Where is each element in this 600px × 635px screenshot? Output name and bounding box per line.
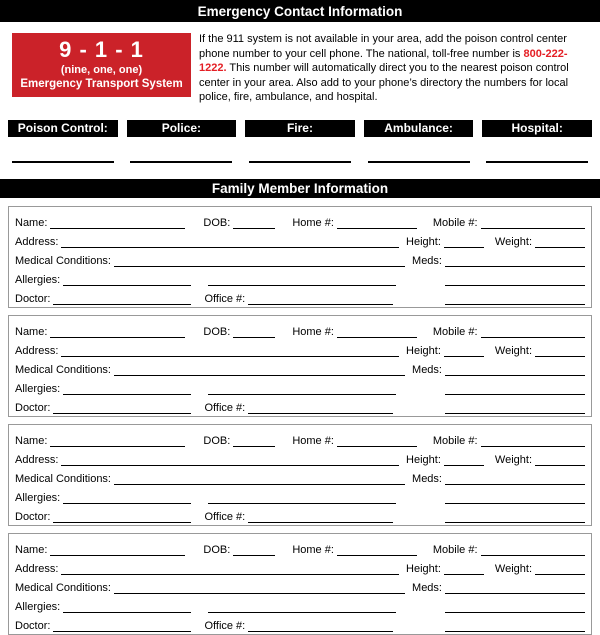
allergies-label: Allergies: bbox=[15, 600, 61, 613]
emergency-contact-header bbox=[0, 0, 600, 22]
allergies-blank-line bbox=[63, 601, 191, 613]
meds-extra-blank-line-2 bbox=[445, 511, 585, 523]
member-row-medical bbox=[15, 357, 585, 376]
name-label: Name: bbox=[15, 216, 48, 229]
office-phone-label: Office #: bbox=[204, 401, 246, 414]
member-row-allergies bbox=[15, 267, 585, 286]
home-phone-label: Home #: bbox=[292, 325, 334, 338]
contact-label-hospital: Hospital: bbox=[482, 120, 592, 137]
member-row-address bbox=[15, 556, 585, 575]
dob-blank-line bbox=[233, 435, 275, 447]
address-blank-line bbox=[61, 345, 399, 357]
member-row-name bbox=[15, 319, 585, 338]
contact-label-police: Police: bbox=[127, 120, 237, 137]
home-phone-label: Home #: bbox=[292, 434, 334, 447]
dob-blank-line bbox=[233, 544, 275, 556]
fire-blank-line bbox=[249, 161, 351, 163]
poison-control-blank-line bbox=[12, 161, 114, 163]
instructions-text-before: If the 911 system is not available in your area, add the poison control center phone number to your cell phone. The national, toll-free number is bbox=[199, 33, 567, 60]
meds-blank-line bbox=[445, 255, 585, 267]
medical-conditions-label: Medical Conditions: bbox=[15, 254, 111, 267]
medical-conditions-label: Medical Conditions: bbox=[15, 472, 111, 485]
member-row-address bbox=[15, 447, 585, 466]
weight-label: Weight: bbox=[494, 453, 532, 466]
page-title: Emergency Contact Information bbox=[197, 3, 403, 19]
allergies-label: Allergies: bbox=[15, 491, 61, 504]
weight-blank-line bbox=[535, 345, 585, 357]
member-row-doctor bbox=[15, 613, 585, 632]
dob-label: DOB: bbox=[203, 543, 231, 556]
meds-label: Meds: bbox=[412, 363, 442, 376]
allergies-blank-line bbox=[63, 274, 191, 286]
meds-blank-line bbox=[445, 364, 585, 376]
address-label: Address: bbox=[15, 562, 59, 575]
member-row-address bbox=[15, 338, 585, 357]
meds-extra-blank-line-1 bbox=[445, 274, 585, 286]
police-blank-line bbox=[130, 161, 232, 163]
meds-extra-blank-line-1 bbox=[445, 492, 585, 504]
address-label: Address: bbox=[15, 344, 59, 357]
family-section-title: Family Member Information bbox=[211, 180, 389, 196]
height-label: Height: bbox=[406, 344, 441, 357]
emergency-number: 9 - 1 - 1 bbox=[59, 37, 144, 62]
mobile-phone-label: Mobile #: bbox=[432, 325, 478, 338]
doctor-label: Doctor: bbox=[15, 401, 51, 414]
name-blank-line bbox=[50, 217, 185, 229]
member-row-name bbox=[15, 537, 585, 556]
weight-label: Weight: bbox=[494, 344, 532, 357]
medical-conditions-label: Medical Conditions: bbox=[15, 363, 111, 376]
allergies-blank-line bbox=[63, 383, 191, 395]
address-blank-line bbox=[61, 563, 399, 575]
weight-label: Weight: bbox=[494, 562, 532, 575]
emergency-box-caption: Emergency Transport System bbox=[20, 78, 183, 90]
office-phone-blank-line bbox=[248, 402, 393, 414]
address-blank-line bbox=[61, 236, 399, 248]
meds-blank-line bbox=[445, 582, 585, 594]
allergies-extra-blank-line bbox=[208, 383, 396, 395]
medical-conditions-blank-line bbox=[114, 255, 405, 267]
member-row-doctor bbox=[15, 395, 585, 414]
doctor-label: Doctor: bbox=[15, 510, 51, 523]
doctor-blank-line bbox=[53, 511, 191, 523]
member-row-name bbox=[15, 428, 585, 447]
poison-phone-number: 800-222-1222. bbox=[199, 47, 568, 75]
family-member-block bbox=[8, 206, 592, 308]
height-blank-line bbox=[444, 236, 484, 248]
emergency-number-phonetic: (nine, one, one) bbox=[60, 64, 143, 76]
medical-conditions-blank-line bbox=[114, 473, 405, 485]
ambulance-blank-line bbox=[368, 161, 470, 163]
meds-extra-blank-line-1 bbox=[445, 601, 585, 613]
contact-label-ambulance: Ambulance: bbox=[364, 120, 474, 137]
member-row-allergies bbox=[15, 594, 585, 613]
family-member-block bbox=[8, 315, 592, 417]
home-phone-blank-line bbox=[337, 544, 417, 556]
address-label: Address: bbox=[15, 453, 59, 466]
medical-conditions-blank-line bbox=[114, 364, 405, 376]
name-blank-line bbox=[50, 326, 185, 338]
medical-conditions-blank-line bbox=[114, 582, 405, 594]
doctor-label: Doctor: bbox=[15, 619, 51, 632]
name-blank-line bbox=[50, 435, 185, 447]
meds-extra-blank-line-2 bbox=[445, 620, 585, 632]
contact-label-fire: Fire: bbox=[245, 120, 355, 137]
member-row-allergies bbox=[15, 485, 585, 504]
doctor-blank-line bbox=[53, 620, 191, 632]
weight-blank-line bbox=[535, 454, 585, 466]
name-label: Name: bbox=[15, 325, 48, 338]
family-member-block bbox=[8, 533, 592, 635]
hospital-blank-line bbox=[486, 161, 588, 163]
member-row-medical bbox=[15, 575, 585, 594]
allergies-extra-blank-line bbox=[208, 492, 396, 504]
meds-extra-blank-line-2 bbox=[445, 402, 585, 414]
dob-label: DOB: bbox=[203, 325, 231, 338]
member-row-allergies bbox=[15, 376, 585, 395]
home-phone-blank-line bbox=[337, 435, 417, 447]
family-member-header bbox=[0, 179, 600, 198]
mobile-phone-blank-line bbox=[481, 326, 585, 338]
meds-extra-blank-line-2 bbox=[445, 293, 585, 305]
mobile-phone-label: Mobile #: bbox=[432, 216, 478, 229]
mobile-phone-blank-line bbox=[481, 435, 585, 447]
instructions-paragraph bbox=[199, 32, 592, 105]
office-phone-blank-line bbox=[248, 620, 393, 632]
office-phone-label: Office #: bbox=[204, 619, 246, 632]
member-row-address bbox=[15, 229, 585, 248]
meds-blank-line bbox=[445, 473, 585, 485]
allergies-label: Allergies: bbox=[15, 382, 61, 395]
name-blank-line bbox=[50, 544, 185, 556]
doctor-blank-line bbox=[53, 293, 191, 305]
allergies-extra-blank-line bbox=[208, 274, 396, 286]
weight-label: Weight: bbox=[494, 235, 532, 248]
doctor-blank-line bbox=[53, 402, 191, 414]
doctor-label: Doctor: bbox=[15, 292, 51, 305]
member-row-medical bbox=[15, 248, 585, 267]
allergies-blank-line bbox=[63, 492, 191, 504]
height-label: Height: bbox=[406, 453, 441, 466]
height-blank-line bbox=[444, 454, 484, 466]
intro-section bbox=[0, 22, 600, 105]
weight-blank-line bbox=[535, 563, 585, 575]
dob-label: DOB: bbox=[203, 434, 231, 447]
emergency-911-box bbox=[12, 33, 191, 97]
dob-blank-line bbox=[233, 217, 275, 229]
dob-blank-line bbox=[233, 326, 275, 338]
meds-label: Meds: bbox=[412, 254, 442, 267]
medical-conditions-label: Medical Conditions: bbox=[15, 581, 111, 594]
height-label: Height: bbox=[406, 562, 441, 575]
home-phone-blank-line bbox=[337, 217, 417, 229]
mobile-phone-blank-line bbox=[481, 544, 585, 556]
meds-label: Meds: bbox=[412, 472, 442, 485]
height-blank-line bbox=[444, 563, 484, 575]
allergies-extra-blank-line bbox=[208, 601, 396, 613]
contact-label-poison-control: Poison Control: bbox=[8, 120, 118, 137]
meds-extra-blank-line-1 bbox=[445, 383, 585, 395]
name-label: Name: bbox=[15, 434, 48, 447]
mobile-phone-blank-line bbox=[481, 217, 585, 229]
mobile-phone-label: Mobile #: bbox=[432, 543, 478, 556]
dob-label: DOB: bbox=[203, 216, 231, 229]
member-row-doctor bbox=[15, 504, 585, 523]
allergies-label: Allergies: bbox=[15, 273, 61, 286]
height-blank-line bbox=[444, 345, 484, 357]
height-label: Height: bbox=[406, 235, 441, 248]
family-member-block bbox=[8, 424, 592, 526]
member-row-name bbox=[15, 210, 585, 229]
home-phone-blank-line bbox=[337, 326, 417, 338]
meds-label: Meds: bbox=[412, 581, 442, 594]
emergency-contacts-row bbox=[0, 120, 600, 137]
office-phone-label: Office #: bbox=[204, 510, 246, 523]
member-row-medical bbox=[15, 466, 585, 485]
emergency-contacts-write-in-lines bbox=[0, 161, 600, 163]
name-label: Name: bbox=[15, 543, 48, 556]
weight-blank-line bbox=[535, 236, 585, 248]
home-phone-label: Home #: bbox=[292, 216, 334, 229]
instructions-text-after: This number will automatically direct you to the nearest poison control center in your area. Also add to your phone’s directory the numbers for local police, fire, ambulance, and hospital. bbox=[199, 62, 569, 104]
home-phone-label: Home #: bbox=[292, 543, 334, 556]
address-blank-line bbox=[61, 454, 399, 466]
mobile-phone-label: Mobile #: bbox=[432, 434, 478, 447]
office-phone-blank-line bbox=[248, 293, 393, 305]
member-row-doctor bbox=[15, 286, 585, 305]
family-member-blocks bbox=[0, 206, 600, 635]
office-phone-blank-line bbox=[248, 511, 393, 523]
office-phone-label: Office #: bbox=[204, 292, 246, 305]
address-label: Address: bbox=[15, 235, 59, 248]
